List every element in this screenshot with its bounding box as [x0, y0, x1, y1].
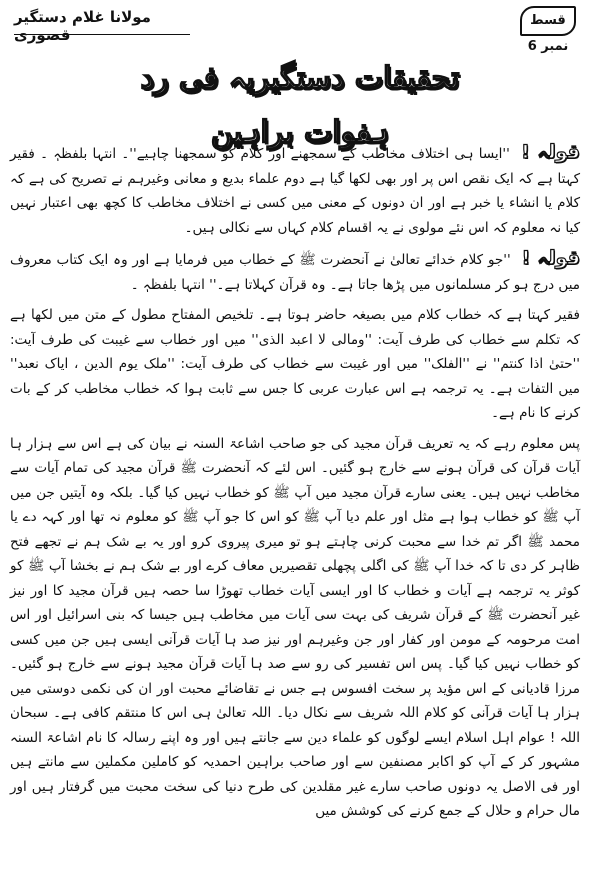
author-name: مولانا غلام دستگیر قصوری [14, 8, 151, 44]
paragraph [10, 432, 580, 824]
paragraph-text: ''ایسا ہی اختلاف مخاطب کے سمجھنے اور کلام کو سمجھنا چاہیے''۔ انتہا بلفظہٖ ۔ فقیر کہتا ہے کہ ایک نقص اس پر اور بھی لکھا گیا ہے دوم علماء بدیع و معانی وغیرہم نے تصریح کی ہے کہ کلام یا انشاء یا خبر ہے اور ان دونوں کے معنی میں کسی نے اختلاف مخاطب کا کچھ بھی اعتبار نہیں کیا نہ معلوم کہ اس نئے مولوی نے یہ اقسام کلام کہاں سے نکالی ہیں۔ [10, 146, 580, 236]
section-label: قولہ ! [521, 141, 580, 163]
paragraph-text: ''جو کلام خدائے تعالیٰ نے آنحضرت ﷺ کے خطاب میں فرمایا ہے اور وہ ایک کتاب معروف میں درج ہو کر مسلمانوں میں پڑھا جاتا ہے۔ وہ قرآن کہلاتا ہے۔'' انتہا بلفظہٖ ۔ [10, 252, 580, 293]
paragraph [10, 140, 580, 240]
article-title: تحقیقات دستگیریہ فی رد ہفوات براہین [140, 61, 460, 150]
installment-badge: قسط نمبر 6 [520, 6, 576, 36]
article-body [10, 140, 580, 830]
paragraph-text: پس معلوم رہے کہ یہ تعریف قرآن مجید کی جو صاحب اشاعۃ السنہ نے بیان کی ہے اس سے ہزار ہا آیات قرآن کی قرآن ہونے سے خارج ہو گئیں۔ اس لئے کہ آنحضرت ﷺ قرآن مجید کی تمام آیات سے مخاطب نہیں ہیں۔ یعنی سارے قرآن مجید میں آپ ﷺ کو خطاب نہیں کیا گیا۔ بلکہ وہ آیتیں جن میں آپ ﷺ کو خطاب ہوا ہے مثل اور علم دیا آپ ﷺ کو اس کا جو آپ ﷺ کو معلوم نہ تھا اور کہہ دے یا محمد ﷺ اگر تم خدا سے محبت کرنی چاہتے ہو تو میری پیروی کرو اور یہ بے شک ہم نے تجھے فتح ظاہر کر دی تا کہ خدا آپ ﷺ کی اگلی پچھلی تقصیریں معاف کرے اور بے شک ہم نے بخشا آپ ﷺ کو کوثر یہ ترجمہ ہے آیات و خطاب کا اور ایسی آیات خطاب تھوڑا سا حصہ ہیں قرآن مجید کا اور نیز غیر آنحضرت ﷺ کے قرآن شریف کی بہت سی آیات میں مخاطب ہیں جیسا کہ بنی اسرائیل اور اس امت مرحومہ کے مومن اور کفار اور جن وغیرہم اور نیز صد ہا آیات قرآنی ایسی ہیں جن میں کسی کو خطاب نہیں کیا گیا۔ پس اس تفسیر کی رو سے صد ہا آیات قرآن مجید ہونے سے خارج ہو گئیں۔ مرزا قادیانی کے اس مؤید پر سخت افسوس ہے جس نے تقاضائے محبت اور ان کی نکمی دوستی میں ہزار ہا آیات قرآنی کو کلام اللہ شریف سے نکال دیا۔ اللہ تعالیٰ ہی اس کا منتقم کافی ہے۔ سبحان اللہ ! عوام اہل اسلام ایسے لوگوں کو علماء دین سے جانتے ہیں اور وہ اپنے رسالہ کا نام اشاعۃ السنہ مشہور کر کے آپ کو اکابر مصنفین سے اور صاحب براہین احمدیہ کو کاملین مکملین سے مانتے ہیں اور فی الاصل یہ دونوں صاحب سارے غیر مقلدین کی طرح دنیا کی سخت محبت میں گرفتار ہیں اور مال حرام و حلال کے جمع کرنے کی کوشش میں [10, 435, 580, 819]
paragraph-text: فقیر کہتا ہے کہ خطاب کلام میں بصیغہ حاضر ہوتا ہے۔ تلخیص المفتاح مطول کے متن میں لکھا ہے کہ تکلم سے خطاب کی طرف آیت: ''ومالی لا اعبد الذی'' میں اور خطاب سے غیبت کی طرف آیت: ''حتیٰ اذا کنتم'' نے ''الفلک'' میں اور غیبت سے خطاب کی طرف آیت: ''ملک یوم الدین ، ایاک نعبد'' میں التفات ہے۔ یہ ترجمہ ہے اس عبارت عربی کا جس سے ثابت ہوا کہ خطاب مخاطب کر کے بات کرنے کا نام ہے۔ [10, 307, 580, 421]
section-label: قولہ ! [521, 247, 581, 269]
paragraph [10, 303, 580, 426]
page-header [0, 0, 590, 54]
author-underline [14, 34, 190, 35]
paragraph [10, 246, 580, 297]
